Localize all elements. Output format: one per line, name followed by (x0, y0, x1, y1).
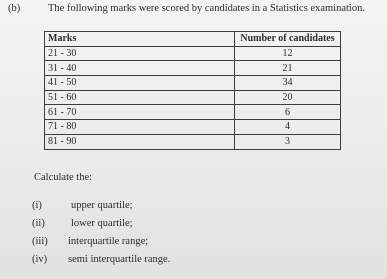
instruction-text: Calculate the: (34, 172, 93, 183)
table-header-row (45, 32, 341, 47)
marks-cell: 81 - 90 (45, 134, 235, 149)
count-cell: 34 (235, 76, 341, 91)
part-number: (iii) (32, 236, 48, 247)
count-cell: 21 (235, 61, 341, 76)
marks-cell: 21 - 30 (45, 46, 235, 61)
count-cell: 6 (235, 105, 341, 120)
table-row (45, 134, 341, 149)
table-row (45, 76, 341, 91)
question-label: (b) (8, 3, 21, 14)
header-marks: Marks (45, 32, 235, 47)
part-text: upper quartile; (71, 200, 133, 211)
count-cell: 12 (235, 46, 341, 61)
part-number: (ii) (32, 218, 45, 229)
marks-table (44, 31, 341, 150)
question-intro: The following marks were scored by candidates in a Statistics examination. (48, 3, 365, 14)
count-cell: 3 (235, 134, 341, 149)
count-cell: 20 (235, 90, 341, 105)
header-number-of-candidates: Number of candidates (235, 32, 341, 47)
marks-cell: 41 - 50 (45, 76, 235, 91)
marks-cell: 51 - 60 (45, 90, 235, 105)
part-text: interquartile range; (68, 236, 149, 247)
marks-cell: 31 - 40 (45, 61, 235, 76)
table-row (45, 61, 341, 76)
part-text: semi interquartile range. (68, 254, 171, 265)
part-number: (iv) (32, 254, 48, 265)
table-row (45, 90, 341, 105)
part-number: (i) (32, 200, 42, 211)
marks-cell: 71 - 80 (45, 120, 235, 135)
count-cell: 4 (235, 120, 341, 135)
table-row (45, 120, 341, 135)
part-text: lower quartile; (71, 218, 133, 229)
marks-cell: 61 - 70 (45, 105, 235, 120)
table-row (45, 46, 341, 61)
table-row (45, 105, 341, 120)
